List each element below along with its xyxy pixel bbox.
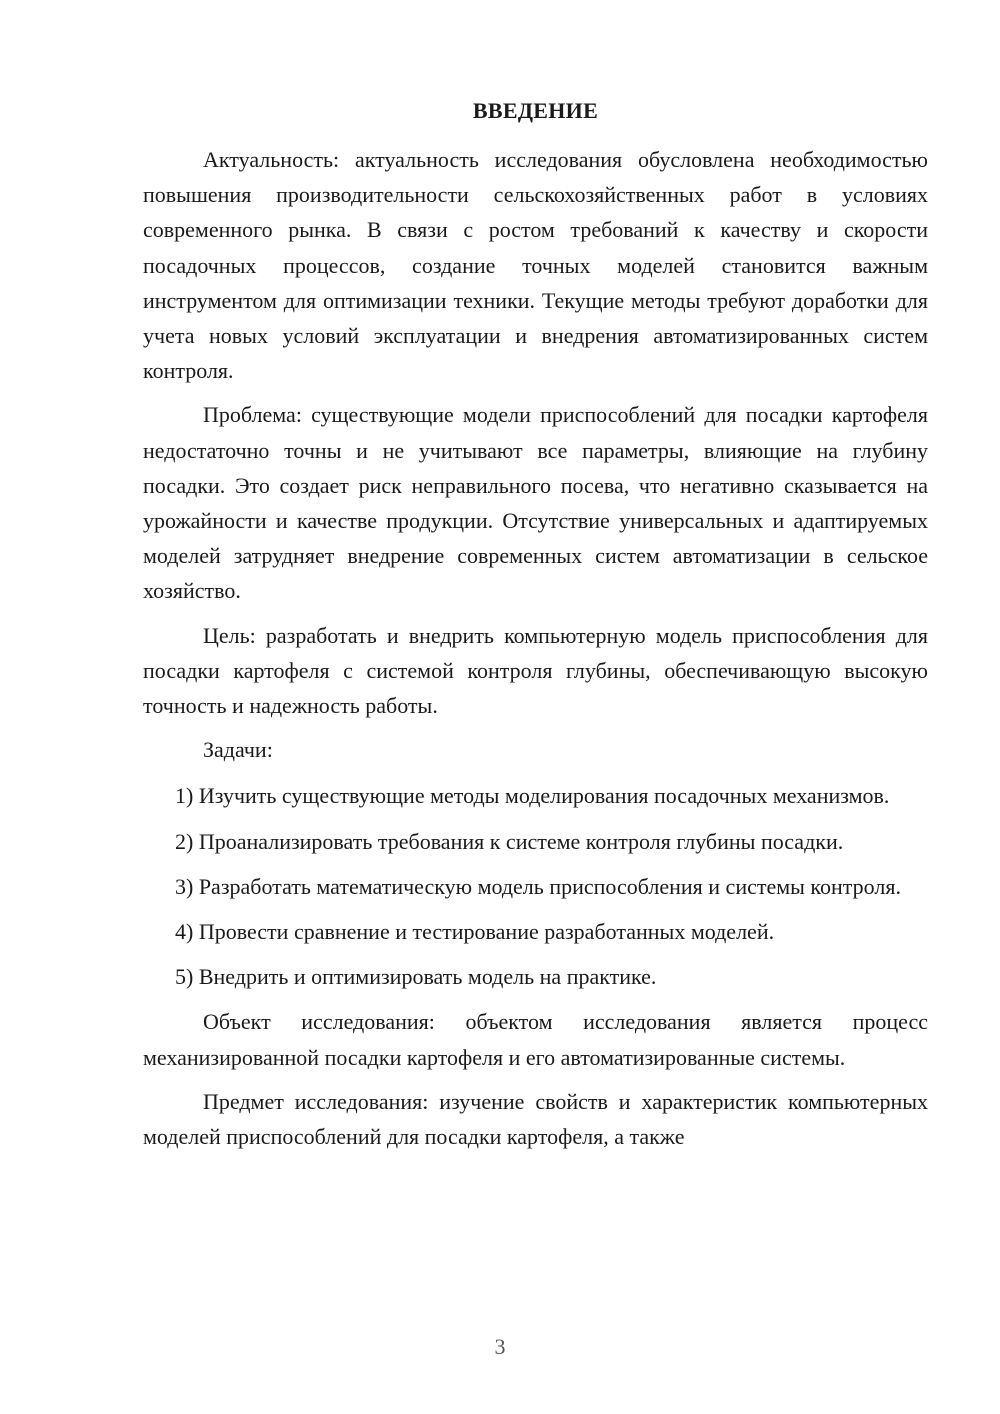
- tasks-heading: Задачи:: [203, 737, 273, 763]
- paragraph-problem: Проблема: существующие модели приспособлений для посадки картофеля недостаточно точны и не учитывают все параметры, влияющие на глубину посадки. Это создает риск неправильного посева, что негативно сказывается на урожайности и качестве продукции. Отсутствие универсальных и адаптируемых моделей затрудняет внедрение современных систем автоматизации в сельское хозяйство.: [143, 402, 928, 604]
- task-item: 4) Провести сравнение и тестирование разработанных моделей.: [175, 919, 775, 945]
- paragraph-goal: Цель: разработать и внедрить компьютерную модель приспособления для посадки картофеля с системой контроля глубины, обеспечивающую высокую точность и надежность работы.: [143, 622, 928, 719]
- task-item: 1) Изучить существующие методы моделирования посадочных механизмов.: [175, 783, 890, 809]
- page-number: 3: [494, 1334, 506, 1359]
- task-item: 2) Проанализировать требования к системе контроля глубины посадки.: [175, 828, 844, 854]
- tasks-list: [143, 778, 928, 994]
- task-item: 3) Разработать математическую модель приспособления и системы контроля.: [175, 873, 901, 899]
- task-item: 5) Внедрить и оптимизировать модель на практике.: [175, 964, 657, 990]
- page-title: ВВЕДЕНИЕ: [472, 98, 599, 123]
- paragraph-subject: Предмет исследования: изучение свойств и характеристик компьютерных моделей приспособлений для посадки картофеля, а также: [143, 1088, 928, 1150]
- paragraph-relevance: Актуальность: актуальность исследования обусловлена необходимостью повышения производительности сельскохозяйственных работ в условиях современного рынка. В связи с ростом требований к качеству и скорости посадочных процессов, создание точных моделей становится важным инструментом для оптимизации техники. Текущие методы требуют доработки для учета новых условий эксплуатации и внедрения автоматизированных систем контроля.: [143, 147, 928, 384]
- page-content: [143, 90, 928, 1163]
- paragraph-object: Объект исследования: объектом исследования является процесс механизированной посадки картофеля и его автоматизированные системы.: [143, 1009, 928, 1070]
